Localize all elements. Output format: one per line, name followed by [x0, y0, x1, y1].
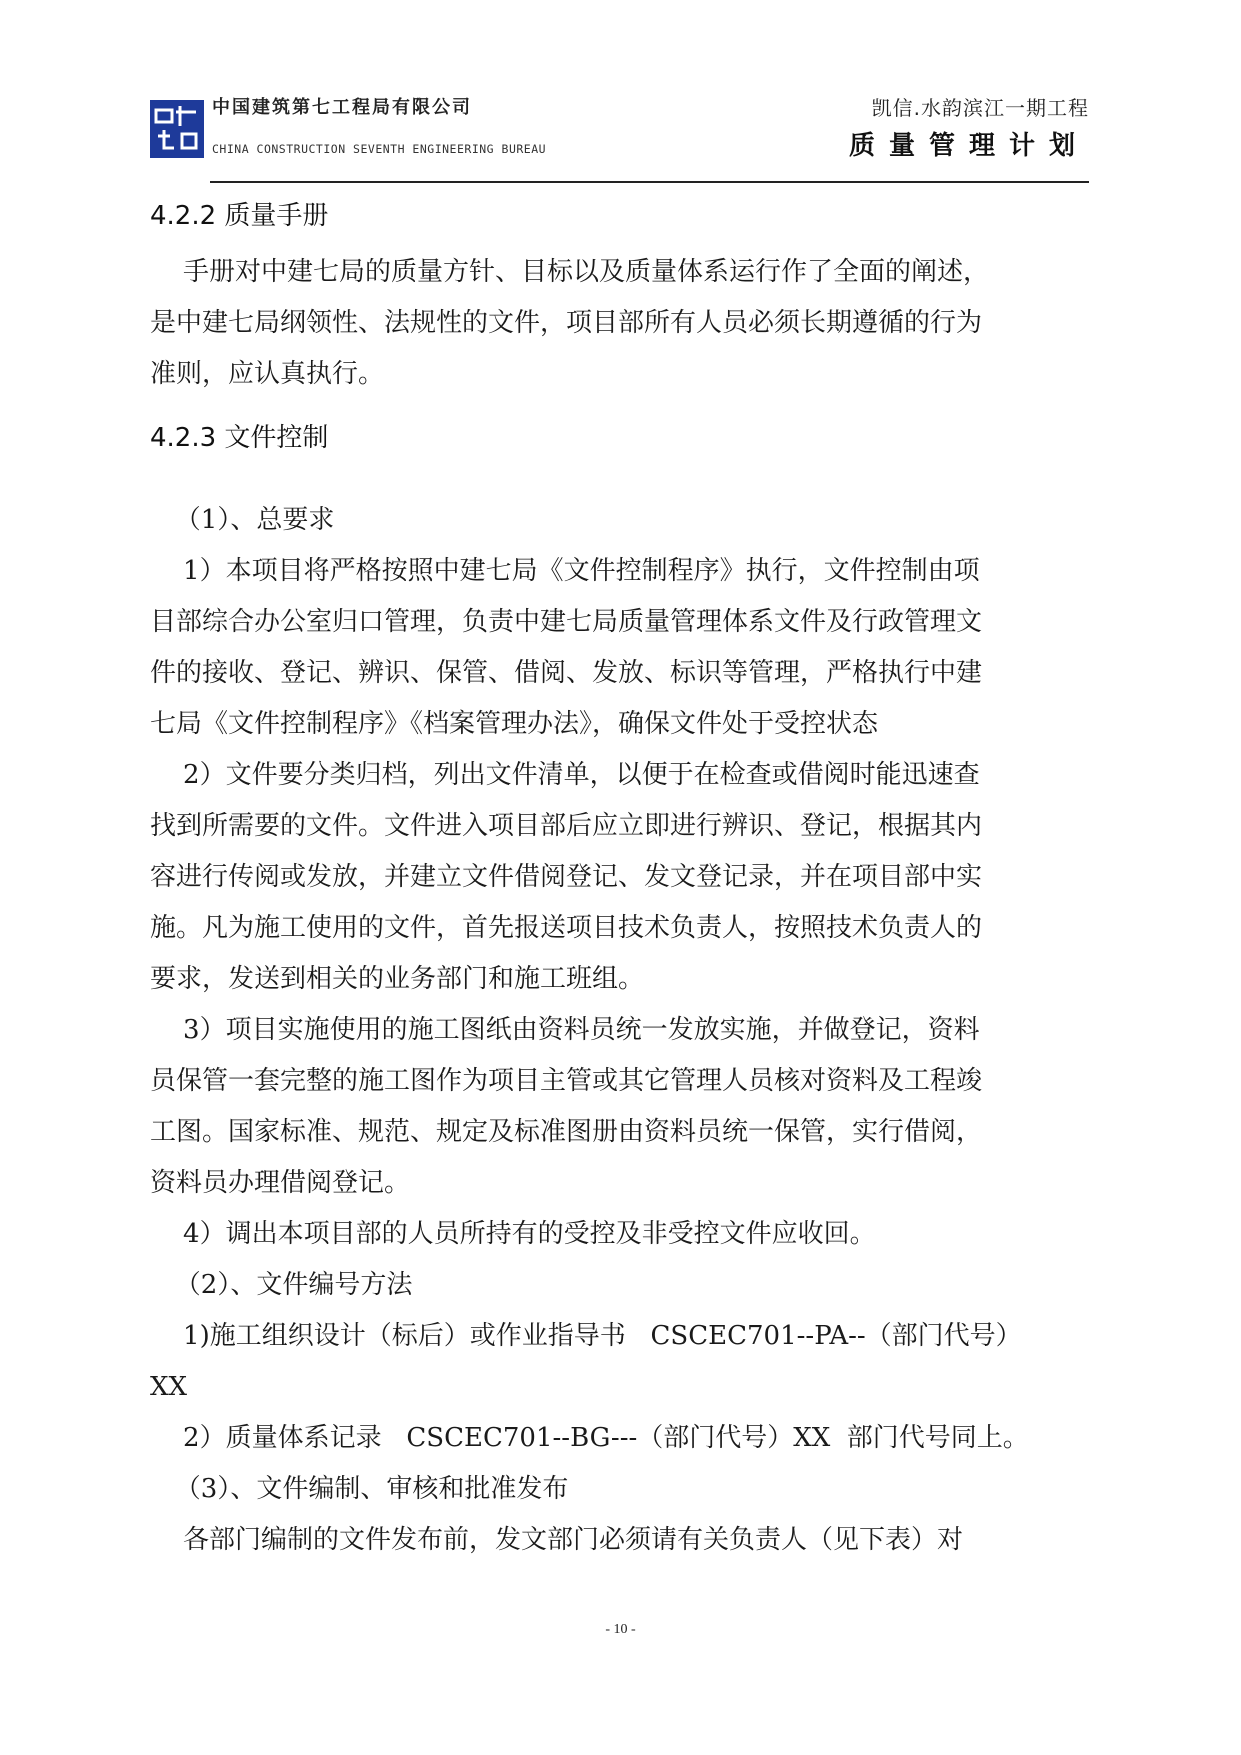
text-line: XX — [150, 1372, 188, 1402]
text-line: 2）质量体系记录 CSCEC701--BG---（部门代号）XX 部门代号同上。 — [150, 1423, 1029, 1453]
text-line: 准则，应认真执行。 — [150, 359, 385, 389]
text-line: 2）文件要分类归档，列出文件清单，以便于在检查或借阅时能迅速查 — [150, 760, 980, 790]
text-line: 找到所需要的文件。文件进入项目部后应立即进行辨识、登记，根据其内 — [150, 811, 983, 841]
section-heading-quality-manual: 4.2.2 质量手册 — [150, 201, 329, 231]
text-line: 施。凡为施工使用的文件，首先报送项目技术负责人，按照技术负责人的 — [150, 913, 983, 943]
text-line: 1)施工组织设计（标后）或作业指导书 CSCEC701--PA--（部门代号） — [150, 1321, 1022, 1351]
text-line: （3）、文件编制、审核和批准发布 — [150, 1474, 569, 1504]
header-divider — [210, 181, 1089, 183]
text-line: 3）项目实施使用的施工图纸由资料员统一发放实施，并做登记，资料 — [150, 1015, 980, 1045]
text-line: 资料员办理借阅登记。 — [150, 1168, 411, 1198]
text-line: 4）调出本项目部的人员所持有的受控及非受控文件应收回。 — [150, 1219, 876, 1249]
document-control-body — [150, 495, 1090, 1566]
text-line: 手册对中建七局的质量方针、目标以及质量体系运行作了全面的阐述， — [150, 257, 990, 287]
text-line: 1）本项目将严格按照中建七局《文件控制程序》执行，文件控制由项 — [150, 556, 980, 586]
page-number: - 10 - — [605, 1622, 636, 1637]
text-line: 目部综合办公室归口管理，负责中建七局质量管理体系文件及行政管理文 — [150, 607, 983, 637]
cscec-logo-mark — [150, 100, 204, 158]
text-line: 各部门编制的文件发布前，发文部门必须请有关负责人（见下表）对 — [150, 1525, 964, 1555]
text-line: 七局《文件控制程序》《档案管理办法》，确保文件处于受控状态 — [150, 709, 879, 739]
section-heading-document-control: 4.2.3 文件控制 — [150, 423, 329, 453]
project-name: 凯信.水韵滨江一期工程 — [871, 96, 1089, 120]
plan-title: 质量管理计划 — [848, 131, 1089, 161]
page-header — [0, 0, 1241, 190]
text-line: （2）、文件编号方法 — [150, 1270, 413, 1300]
quality-manual-paragraph — [150, 247, 1090, 400]
company-name-en: CHINA CONSTRUCTION SEVENTH ENGINEERING BUREAU — [212, 142, 547, 156]
text-line: 容进行传阅或发放，并建立文件借阅登记、发文登记录，并在项目部中实 — [150, 862, 983, 892]
text-line: 是中建七局纲领性、法规性的文件，项目部所有人员必须长期遵循的行为 — [150, 308, 983, 338]
cscec-logo — [150, 100, 204, 158]
text-line: 员保管一套完整的施工图作为项目主管或其它管理人员核对资料及工程竣 — [150, 1066, 983, 1096]
text-line: 要求，发送到相关的业务部门和施工班组。 — [150, 964, 645, 994]
text-line: 件的接收、登记、辨识、保管、借阅、发放、标识等管理，严格执行中建 — [150, 658, 983, 688]
company-name-cn: 中国建筑第七工程局有限公司 — [212, 97, 472, 118]
text-line: 工图。国家标准、规范、规定及标准图册由资料员统一保管，实行借阅， — [150, 1117, 983, 1147]
text-line: （1）、总要求 — [150, 505, 335, 535]
